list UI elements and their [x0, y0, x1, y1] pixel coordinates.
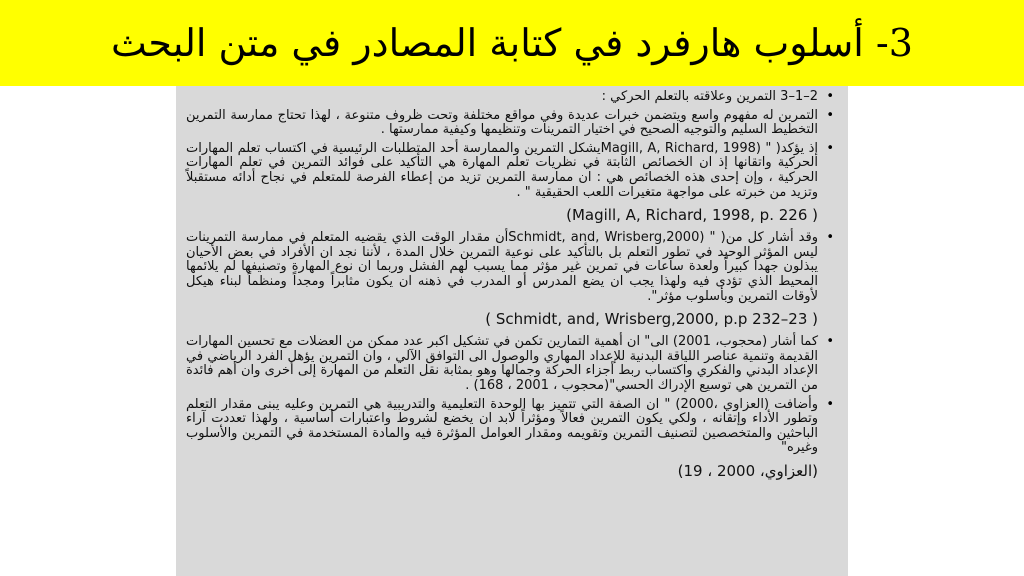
list-item: • إذ يؤكد( " (Magill, A, Richard, 1998يشكل التمرين والممارسة أحد المتطلبات الرئيسية في اكتساب تعلم المهارات الحركية واتقانها إذ ان الخصائص الثابتة في نظريات تعلم المهارة هي التأكيد على فوائد التمرين في تعلم المهارات الحركية ، وإن إحدى هذه الخصائص هي : ان ممارسة التمرين تزيد من إعطاء الفرصة للمتعلم في نجاح أدائه مستقبلاً وتزيد من خبرته على مواجهة متغيرات اللعب الحقيقية " .	[186, 142, 818, 200]
list-item: • وأضافت (العزاوي ،2000) " ان الصفة التي تتميز بها الوحدة التعليمية والتدريبية هي التمرين وعليه يبنى مقدار التعلم وتطور الأداء وإتقانه ، ولكي يكون التمرين فعالاً ومؤثراً لابد ان يخضع لشروط واعتبارات أساسية ، ولهذا تعددت آراء الباحثين والمتخصصين لتصنيف التمرين وتقويمه ومقدار العوامل المؤثرة فيه والمادة المستخدمة في التمرين والأسلوب وغيره"	[186, 398, 818, 456]
content-box	[176, 86, 848, 576]
page-title: 3- أسلوب هارفرد في كتابة المصادر في متن البحث	[111, 21, 913, 65]
list-item: • 2–1–3 التمرين وعلاقته بالتعلم الحركي :	[186, 90, 818, 105]
citation-line: (العزاوي، 2000 ، 19)	[677, 461, 818, 480]
citation-line: ( Magill, A, Richard, 1998, p. 226)	[566, 206, 818, 225]
list-item: • وقد أشار كل من( " (Schmidt, and, Wrisberg,2000أن مقدار الوقت الذي يقضيه المتعلم في ممارسة التمرينات ليس المؤثر الوحيد في تطور التعلم بل بالتأكيد على نوعية التمرين خلال المدة ، لأننا نجد ان الأفراد في بعض الأحيان يبذلون جهداً كبيراً ولعدة ساعات في تمرين غير مؤثر مما يسبب لهم الفشل وربما ان نوع المهارة وتصنيفها لم يلائمها المحيط الذي تؤدى فيه ولهذا يجب ان يضع المدرس أو المدرب في ذهنه ان يكون مثابراً ومجداً ومنظماً لبناء هيكل لأوقات التمرين وبأسلوب مؤثر".	[186, 231, 818, 304]
title-bar	[0, 0, 1024, 86]
citation-line: ( Schmidt, and, Wrisberg,2000, p.p 232–23 )	[485, 310, 818, 329]
bullet-list	[186, 90, 818, 481]
list-item: • كما أشار (محجوب، 2001) الى" ان أهمية التمارين تكمن في تشكيل اكبر عدد ممكن من العضلات مع تحسين المهارات القديمة وتنمية عناصر اللياقة البدنية للإعداد المهاري والوصول الى التوافق الآلي ، وان التمرين يؤهل الفرد الرياضي في الإعداد البدني والفكري واكتساب ربط أجزاء الحركة وجمالها وهو بمثابة نقل التعلم من المهارة إلى أخرى وان أهم فائدة من التمرين هي توسيع الإدراك الحسي"(محجوب ، 2001 ، 168) .	[186, 335, 818, 393]
list-item: • التمرين له مفهوم واسع ويتضمن خبرات عديدة وفي مواقع مختلفة وتحت ظروف متنوعة ، لهذا تحتاج ممارسة التمرين التخطيط السليم والتوجيه الصحيح في اختيار التمرينات وتنظيمها وكيفية ممارستها .	[186, 109, 818, 138]
